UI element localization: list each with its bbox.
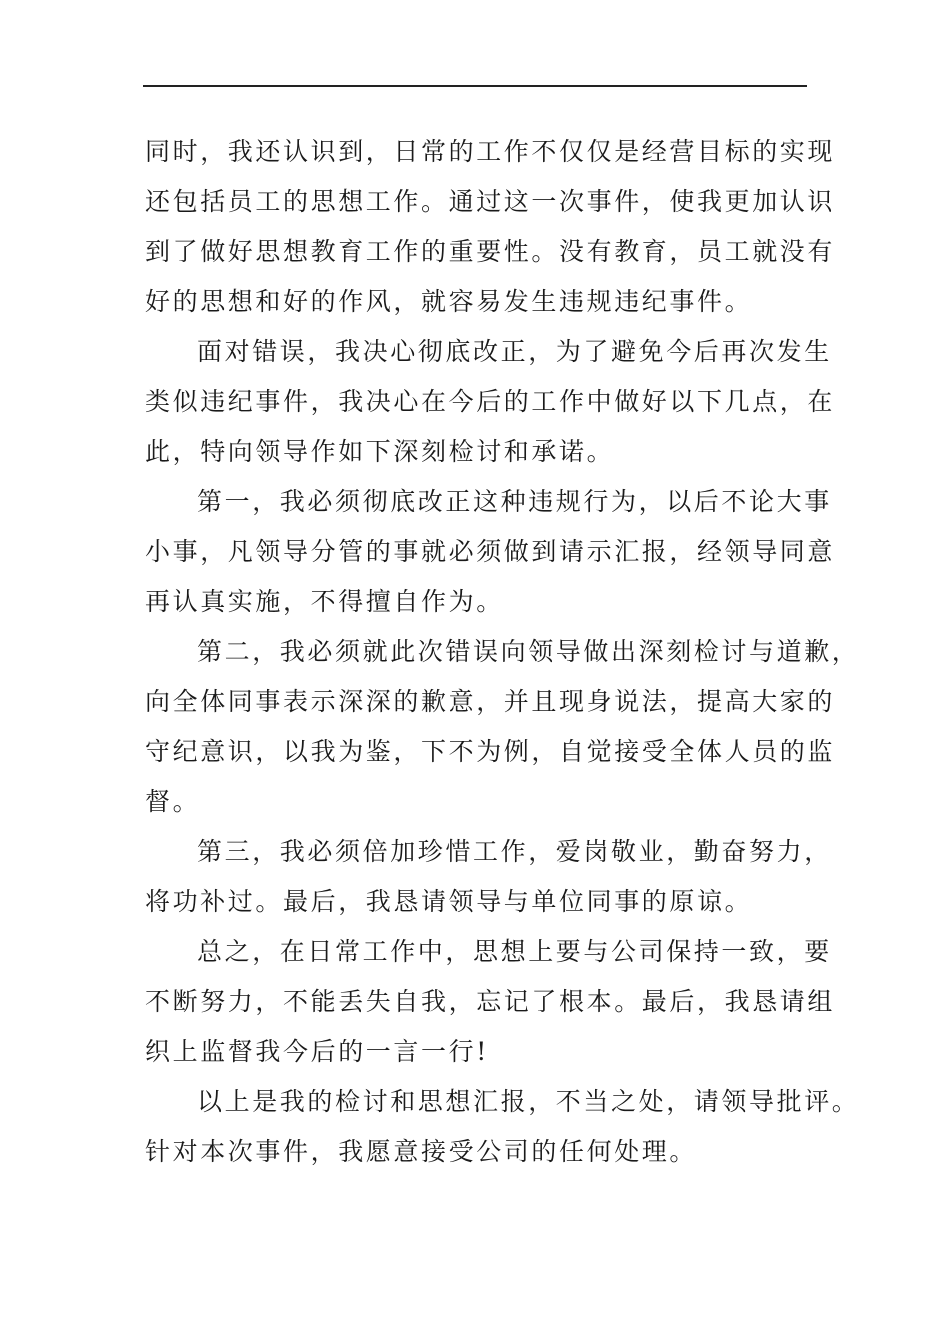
paragraph-first-line: 第二，我必须就此次错误向领导做出深刻检讨与道歉，	[197, 637, 860, 666]
text-line: 小事，凡领导分管的事就必须做到请示汇报，经领导同意	[145, 537, 836, 566]
paragraph-first-line: 总之，在日常工作中，思想上要与公司保持一致，要	[197, 937, 832, 966]
paragraph-first-line: 以上是我的检讨和思想汇报，不当之处，请领导批评。	[197, 1087, 860, 1116]
text-line: 向全体同事表示深深的歉意，并且现身说法，提高大家的	[145, 687, 836, 716]
text-line: 此，特向领导作如下深刻检讨和承诺。	[145, 437, 615, 466]
text-line: 不断努力，不能丢失自我，忘记了根本。最后，我恳请组	[145, 987, 836, 1016]
paragraph-first-line: 面对错误，我决心彻底改正，为了避免今后再次发生	[197, 337, 832, 366]
header-rule	[143, 85, 807, 87]
text-line: 到了做好思想教育工作的重要性。没有教育，员工就没有	[145, 237, 836, 266]
paragraph-first-line: 第三，我必须倍加珍惜工作，爱岗敬业，勤奋努力，	[197, 837, 832, 866]
text-line: 还包括员工的思想工作。通过这一次事件，使我更加认识	[145, 187, 836, 216]
text-line: 好的思想和好的作风，就容易发生违规违纪事件。	[145, 287, 753, 316]
text-line: 针对本次事件，我愿意接受公司的任何处理。	[145, 1137, 698, 1166]
text-line: 督。	[145, 787, 201, 816]
text-line: 再认真实施，不得擅自作为。	[145, 587, 504, 616]
text-line: 织上监督我今后的一言一行!	[145, 1037, 489, 1066]
text-line: 类似违纪事件，我决心在今后的工作中做好以下几点，在	[145, 387, 836, 416]
paragraph-first-line: 第一，我必须彻底改正这种违规行为，以后不论大事	[197, 487, 832, 516]
text-line: 将功补过。最后，我恳请领导与单位同事的原谅。	[145, 887, 753, 916]
text-line: 同时，我还认识到，日常的工作不仅仅是经营目标的实现	[145, 137, 836, 166]
text-line: 守纪意识，以我为鉴，下不为例，自觉接受全体人员的监	[145, 737, 836, 766]
